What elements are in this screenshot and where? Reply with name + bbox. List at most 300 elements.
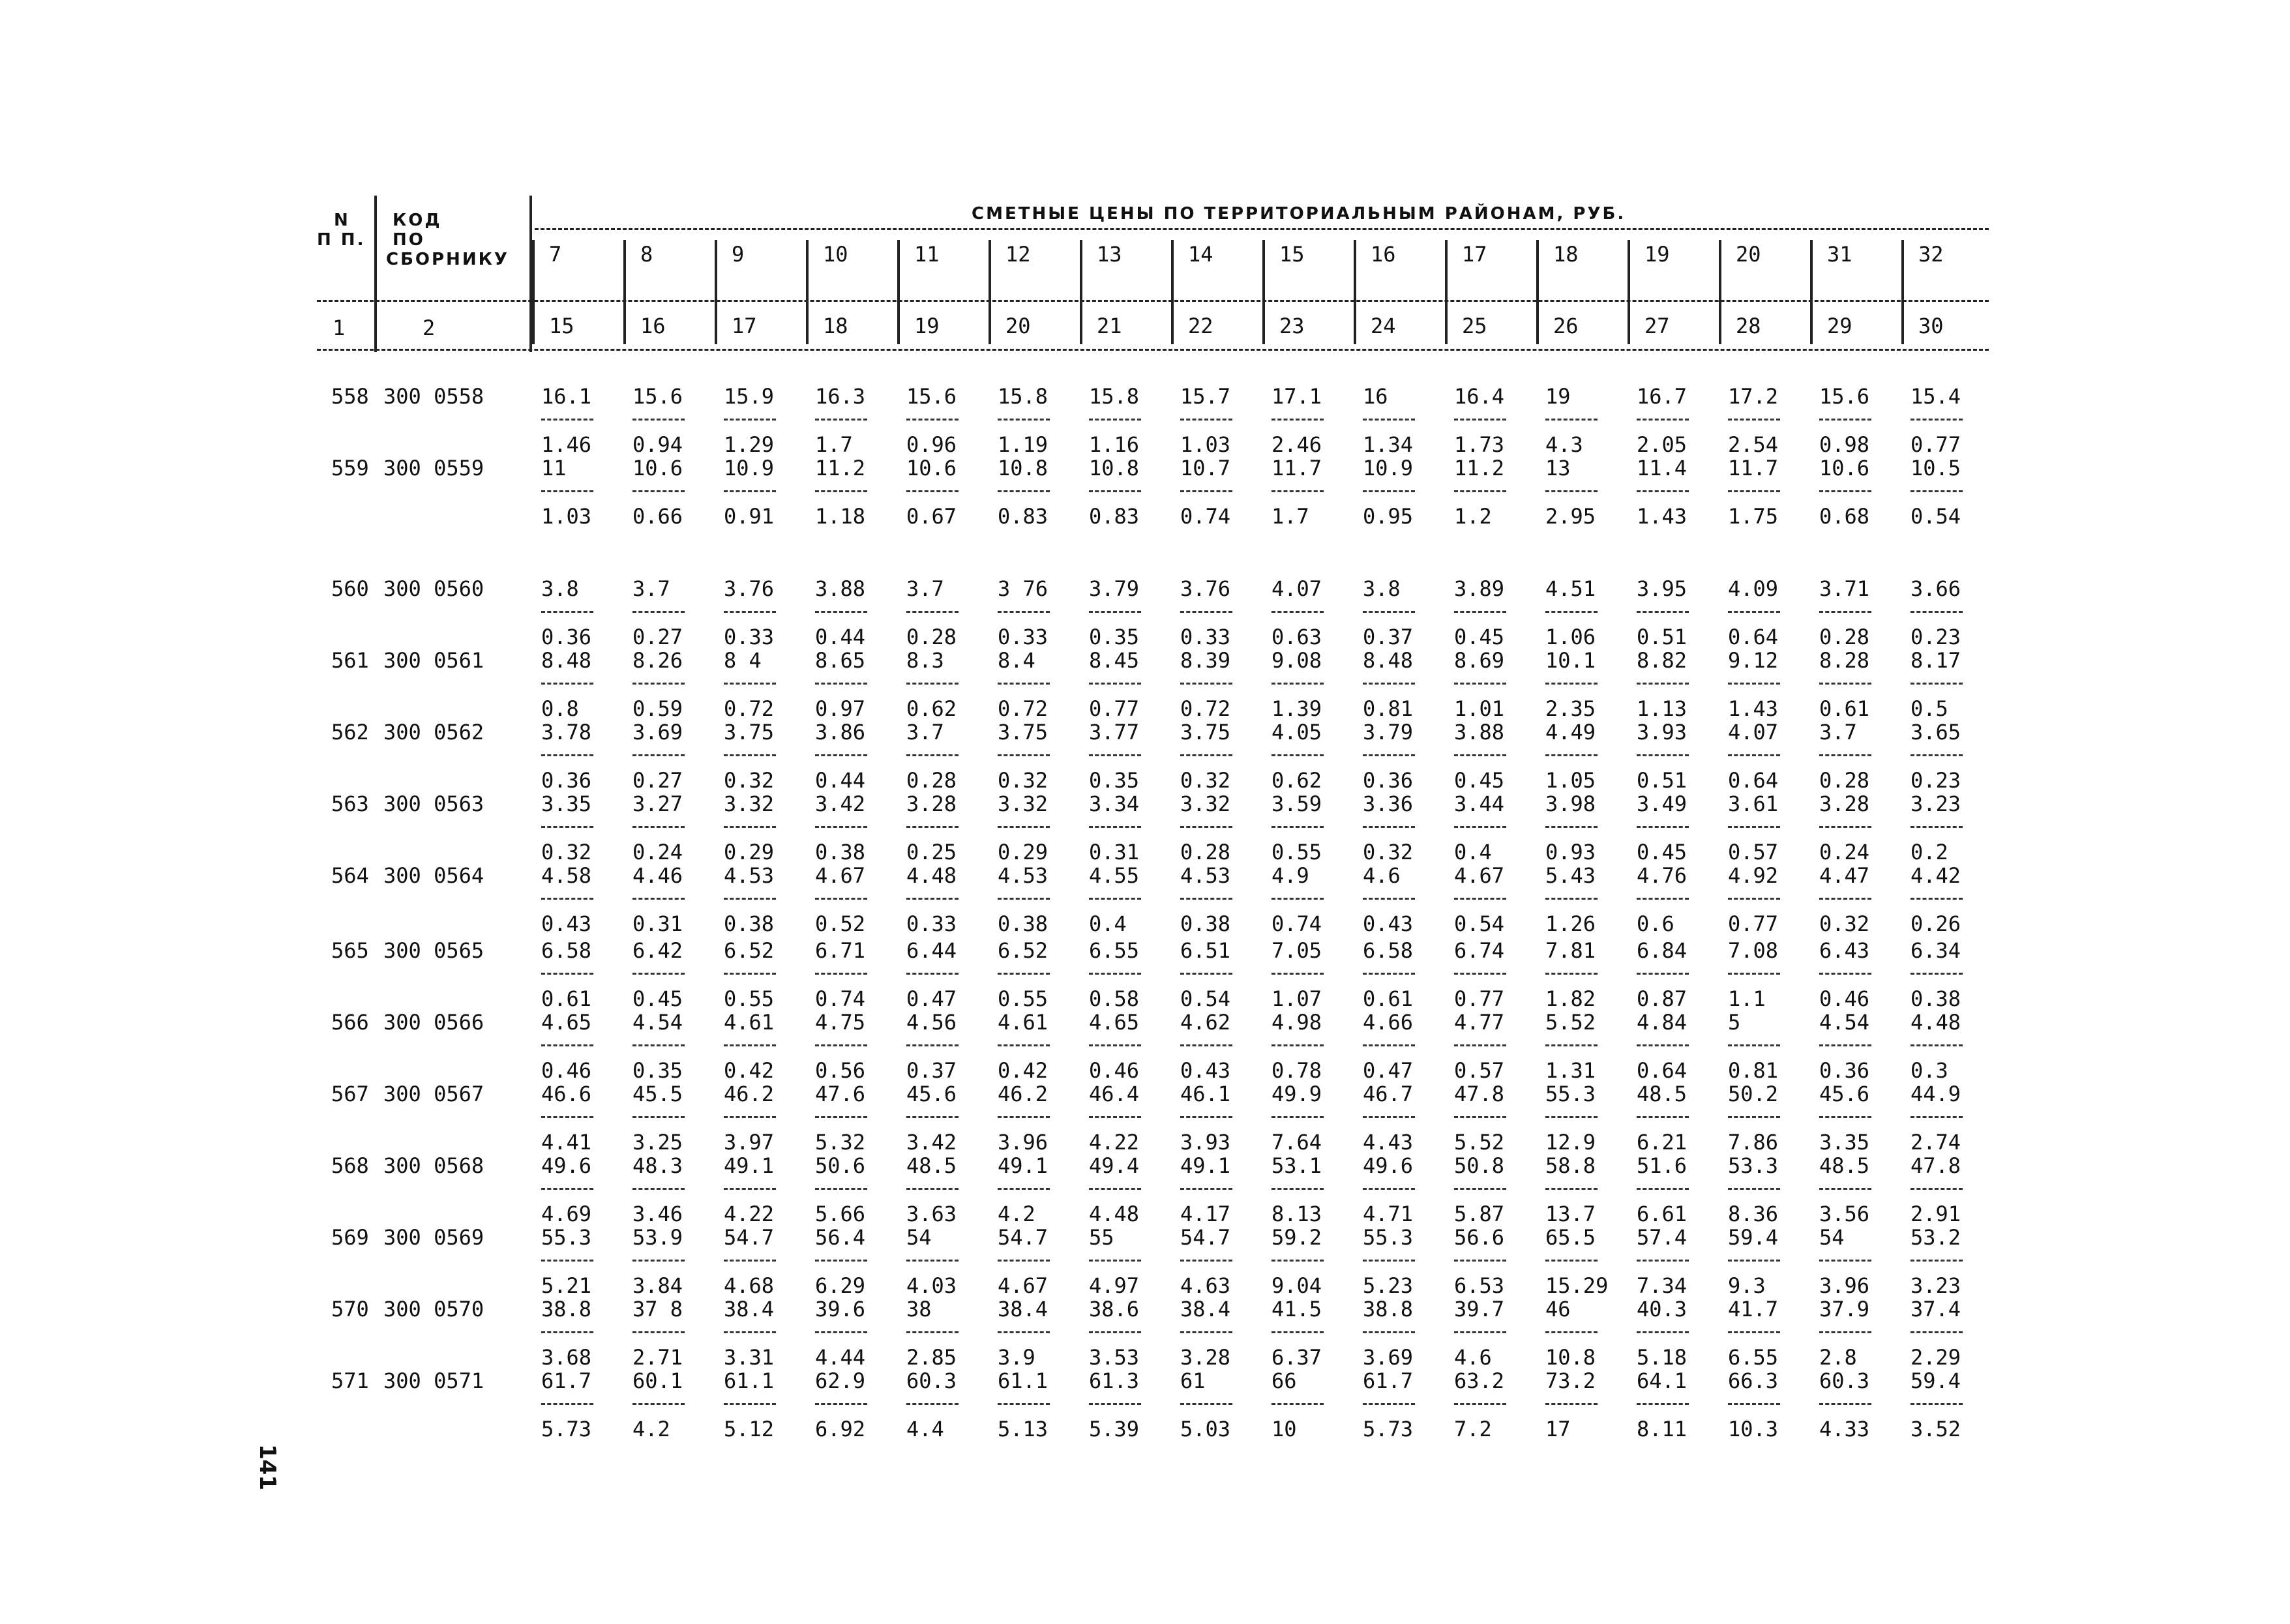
price-top-cell: 40.3 (1637, 1297, 1688, 1321)
price-top-cell: 13 (1545, 456, 1571, 480)
fraction-line (1637, 419, 1689, 421)
price-bottom-cell: 15.29 (1545, 1273, 1609, 1298)
price-bottom-cell: 1.01 (1454, 696, 1505, 721)
fraction-line (1454, 419, 1506, 421)
price-top-cell: 45.5 (632, 1082, 683, 1106)
price-bottom-cell: 0.23 (1911, 625, 1961, 649)
price-bottom-cell: 5.73 (1363, 1417, 1414, 1441)
price-bottom-cell: 5.32 (815, 1130, 866, 1155)
price-top-cell: 6.58 (1363, 938, 1414, 963)
price-top-cell: 4.92 (1728, 863, 1779, 888)
price-top-cell: 50.2 (1728, 1082, 1779, 1106)
fraction-line (1271, 611, 1324, 613)
price-top-cell: 3.59 (1271, 791, 1322, 816)
price-top-cell: 11.7 (1728, 456, 1779, 480)
price-bottom-cell: 3.96 (998, 1130, 1048, 1155)
price-top-cell: 49.6 (541, 1153, 592, 1178)
price-bottom-cell: 5.18 (1637, 1345, 1688, 1370)
row-code: 300 0569 (383, 1225, 484, 1250)
price-top-cell: 3.34 (1089, 791, 1140, 816)
fraction-line (1911, 826, 1963, 828)
header-rule (535, 228, 1989, 230)
fraction-line (1363, 419, 1415, 421)
fraction-line (998, 1116, 1050, 1118)
price-bottom-cell: 0.45 (1637, 840, 1688, 864)
fraction-line (1728, 611, 1780, 613)
price-top-cell: 6.74 (1454, 938, 1505, 963)
fraction-line (1454, 1403, 1506, 1405)
fraction-line (998, 1044, 1050, 1046)
fraction-line (1819, 1260, 1871, 1262)
price-bottom-cell: 0.36 (1819, 1058, 1870, 1083)
price-top-cell: 61.3 (1089, 1368, 1140, 1393)
column-divider (1080, 240, 1082, 344)
price-top-cell: 55.3 (541, 1225, 592, 1250)
price-top-cell: 16.4 (1454, 384, 1505, 409)
price-bottom-cell: 0.2 (1911, 840, 1948, 864)
price-top-cell: 9.08 (1271, 648, 1322, 673)
price-bottom-cell: 0.35 (1089, 625, 1140, 649)
fraction-line (1454, 826, 1506, 828)
price-top-cell: 4.42 (1911, 863, 1961, 888)
fraction-line (815, 1188, 867, 1190)
price-bottom-cell: 0.95 (1363, 504, 1414, 529)
index-header-cell: 18 (823, 314, 848, 338)
price-bottom-cell: 1.03 (1180, 432, 1231, 457)
price-bottom-cell: 0.28 (906, 768, 957, 793)
fraction-line (1271, 1260, 1324, 1262)
price-bottom-cell: 0.25 (906, 840, 957, 864)
fraction-line (1180, 1260, 1232, 1262)
price-top-cell: 3.7 (906, 720, 944, 745)
fraction-line (1637, 826, 1689, 828)
price-bottom-cell: 0.68 (1819, 504, 1870, 529)
row-number: 559 (331, 456, 369, 480)
index-header-cell: 24 (1371, 314, 1396, 338)
fraction-line (724, 1116, 776, 1118)
fraction-line (632, 1116, 685, 1118)
fraction-line (1728, 754, 1780, 756)
price-bottom-cell: 2.91 (1911, 1202, 1961, 1226)
price-top-cell: 4.46 (632, 863, 683, 888)
price-top-cell: 4.48 (1911, 1010, 1961, 1035)
price-bottom-cell: 3.93 (1180, 1130, 1231, 1155)
fraction-line (1363, 1188, 1415, 1190)
fraction-line (1089, 754, 1141, 756)
price-top-cell: 53.1 (1271, 1153, 1322, 1178)
fraction-line (1545, 1260, 1598, 1262)
fraction-line (724, 1403, 776, 1405)
price-bottom-cell: 10.3 (1728, 1417, 1779, 1441)
price-bottom-cell: 1.7 (815, 432, 853, 457)
price-top-cell: 47.6 (815, 1082, 866, 1106)
fraction-line (1637, 490, 1689, 492)
price-top-cell: 4.05 (1271, 720, 1322, 745)
price-bottom-cell: 0.54 (1454, 911, 1505, 936)
price-bottom-cell: 0.44 (815, 625, 866, 649)
price-top-cell: 4.07 (1728, 720, 1779, 745)
price-top-cell: 4.77 (1454, 1010, 1505, 1035)
price-top-cell: 59.4 (1728, 1225, 1779, 1250)
fraction-line (815, 826, 867, 828)
price-bottom-cell: 0.36 (541, 625, 592, 649)
fraction-line (632, 490, 685, 492)
price-top-cell: 3.27 (632, 791, 683, 816)
fraction-line (1363, 490, 1415, 492)
price-bottom-cell: 3.56 (1819, 1202, 1870, 1226)
price-bottom-cell: 0.52 (815, 911, 866, 936)
price-top-cell: 46.7 (1363, 1082, 1414, 1106)
fraction-line (1728, 898, 1780, 900)
price-bottom-cell: 0.58 (1089, 986, 1140, 1011)
index-header-cell: 22 (1188, 314, 1213, 338)
page-number: 141 (254, 1444, 280, 1490)
fraction-line (1089, 683, 1141, 685)
header-code-1: КОД (393, 211, 442, 230)
price-top-cell: 3.7 (632, 576, 670, 601)
price-top-cell: 10.5 (1911, 456, 1961, 480)
price-bottom-cell: 4.2 (632, 1417, 670, 1441)
price-bottom-cell: 7.2 (1454, 1417, 1492, 1441)
price-top-cell: 6.58 (541, 938, 592, 963)
price-top-cell: 3.7 (1819, 720, 1857, 745)
price-top-cell: 4.67 (815, 863, 866, 888)
row-code: 300 0562 (383, 720, 484, 745)
fraction-line (906, 898, 959, 900)
price-top-cell: 49.1 (1180, 1153, 1231, 1178)
fraction-line (724, 611, 776, 613)
price-bottom-cell: 0.42 (724, 1058, 775, 1083)
table-title: СМЕТНЫЕ ЦЕНЫ ПО ТЕРРИТОРИАЛЬНЫМ РАЙОНАМ, РУБ. (972, 204, 1626, 224)
price-bottom-cell: 4.6 (1454, 1345, 1492, 1370)
fraction-line (1819, 1331, 1871, 1333)
price-top-cell: 38.4 (998, 1297, 1048, 1321)
fraction-line (1363, 611, 1415, 613)
price-top-cell: 8.3 (906, 648, 944, 673)
fraction-line (1911, 754, 1963, 756)
index-header-cell: 20 (1005, 314, 1031, 338)
price-top-cell: 16.3 (815, 384, 866, 409)
price-top-cell: 44.9 (1911, 1082, 1961, 1106)
price-bottom-cell: 3.31 (724, 1345, 775, 1370)
price-bottom-cell: 0.42 (998, 1058, 1048, 1083)
fraction-line (1089, 1044, 1141, 1046)
fraction-line (1089, 973, 1141, 975)
price-top-cell: 4.54 (632, 1010, 683, 1035)
price-bottom-cell: 0.55 (998, 986, 1048, 1011)
price-top-cell: 6.55 (1089, 938, 1140, 963)
price-top-cell: 60.3 (1819, 1368, 1870, 1393)
header-divider (374, 196, 377, 352)
fraction-line (815, 973, 867, 975)
price-bottom-cell: 3.52 (1911, 1417, 1961, 1441)
price-top-cell: 3.66 (1911, 576, 1961, 601)
price-bottom-cell: 3.25 (632, 1130, 683, 1155)
fraction-line (724, 1188, 776, 1190)
row-code: 300 0568 (383, 1153, 484, 1178)
price-top-cell: 6.34 (1911, 938, 1961, 963)
fraction-line (632, 1331, 685, 1333)
fraction-line (632, 419, 685, 421)
price-top-cell: 61.1 (724, 1368, 775, 1393)
fraction-line (1728, 1188, 1780, 1190)
fraction-line (1271, 1188, 1324, 1190)
fraction-line (1911, 1188, 1963, 1190)
price-bottom-cell: 3.28 (1180, 1345, 1231, 1370)
fraction-line (632, 683, 685, 685)
fraction-line (998, 611, 1050, 613)
price-bottom-cell: 0.72 (724, 696, 775, 721)
price-bottom-cell: 3.23 (1911, 1273, 1961, 1298)
price-bottom-cell: 0.5 (1911, 696, 1948, 721)
fraction-line (815, 1260, 867, 1262)
price-bottom-cell: 0.62 (1271, 768, 1322, 793)
price-bottom-cell: 0.38 (998, 911, 1048, 936)
price-top-cell: 3.89 (1454, 576, 1505, 601)
price-top-cell: 11.7 (1271, 456, 1322, 480)
price-top-cell: 3.88 (1454, 720, 1505, 745)
price-bottom-cell: 3.84 (632, 1273, 683, 1298)
price-bottom-cell: 0.28 (1180, 840, 1231, 864)
price-top-cell: 59.2 (1271, 1225, 1322, 1250)
price-top-cell: 3.8 (1363, 576, 1401, 601)
price-top-cell: 3.95 (1637, 576, 1688, 601)
price-bottom-cell: 0.38 (815, 840, 866, 864)
price-top-cell: 3.77 (1089, 720, 1140, 745)
price-top-cell: 8.82 (1637, 648, 1688, 673)
fraction-line (1911, 1331, 1963, 1333)
price-top-cell: 4.66 (1363, 1010, 1414, 1035)
price-top-cell: 62.9 (815, 1368, 866, 1393)
price-bottom-cell: 1.46 (541, 432, 592, 457)
fraction-line (815, 1403, 867, 1405)
price-bottom-cell: 0.38 (1911, 986, 1961, 1011)
fraction-line (1911, 1116, 1963, 1118)
price-bottom-cell: 0.33 (1180, 625, 1231, 649)
price-top-cell: 4.67 (1454, 863, 1505, 888)
fraction-line (1545, 611, 1598, 613)
price-bottom-cell: 4.22 (724, 1202, 775, 1226)
fraction-line (1271, 973, 1324, 975)
price-bottom-cell: 1.16 (1089, 432, 1140, 457)
fraction-line (998, 490, 1050, 492)
fraction-line (1454, 973, 1506, 975)
price-bottom-cell: 0.47 (906, 986, 957, 1011)
price-top-cell: 3.75 (998, 720, 1048, 745)
price-bottom-cell: 0.37 (906, 1058, 957, 1083)
fraction-line (1637, 1331, 1689, 1333)
price-top-cell: 41.7 (1728, 1297, 1779, 1321)
price-bottom-cell: 0.46 (1819, 986, 1870, 1011)
price-bottom-cell: 5.66 (815, 1202, 866, 1226)
price-bottom-cell: 13.7 (1545, 1202, 1596, 1226)
fraction-line (1454, 611, 1506, 613)
region-header-cell: 11 (914, 242, 940, 267)
row-number: 560 (331, 576, 369, 601)
fraction-line (1728, 973, 1780, 975)
price-bottom-cell: 2.29 (1911, 1345, 1961, 1370)
fraction-line (998, 1260, 1050, 1262)
fraction-line (1180, 754, 1232, 756)
price-bottom-cell: 0.35 (1089, 768, 1140, 793)
price-bottom-cell: 1.73 (1454, 432, 1505, 457)
price-bottom-cell: 0.83 (1089, 504, 1140, 529)
fraction-line (1637, 1188, 1689, 1190)
region-header-cell: 20 (1736, 242, 1761, 267)
price-bottom-cell: 0.36 (1363, 768, 1414, 793)
price-top-cell: 50.8 (1454, 1153, 1505, 1178)
row-number: 565 (331, 938, 369, 963)
fraction-line (1545, 1403, 1598, 1405)
price-top-cell: 15.4 (1911, 384, 1961, 409)
index-header-cell: 30 (1918, 314, 1944, 338)
region-header-cell: 12 (1005, 242, 1031, 267)
fraction-line (1454, 1044, 1506, 1046)
price-top-cell: 3.8 (541, 576, 579, 601)
price-top-cell: 3.65 (1911, 720, 1961, 745)
price-top-cell: 59.4 (1911, 1368, 1961, 1393)
row-number: 570 (331, 1297, 369, 1321)
price-top-cell: 3 76 (998, 576, 1048, 601)
price-bottom-cell: 5.21 (541, 1273, 592, 1298)
fraction-line (998, 683, 1050, 685)
price-bottom-cell: 0.32 (724, 768, 775, 793)
price-top-cell: 66 (1271, 1368, 1297, 1393)
price-bottom-cell: 4.3 (1545, 432, 1583, 457)
price-top-cell: 4.53 (998, 863, 1048, 888)
price-bottom-cell: 2.74 (1911, 1130, 1961, 1155)
price-bottom-cell: 4.67 (998, 1273, 1048, 1298)
row-number: 566 (331, 1010, 369, 1035)
price-top-cell: 4.53 (1180, 863, 1231, 888)
region-header-cell: 19 (1644, 242, 1670, 267)
region-header-cell: 9 (732, 242, 745, 267)
price-top-cell: 8.39 (1180, 648, 1231, 673)
price-bottom-cell: 1.39 (1271, 696, 1322, 721)
price-top-cell: 16.1 (541, 384, 592, 409)
column-divider (1354, 240, 1356, 344)
fraction-line (815, 754, 867, 756)
price-bottom-cell: 0.66 (632, 504, 683, 529)
fraction-line (815, 1044, 867, 1046)
price-top-cell: 4.51 (1545, 576, 1596, 601)
price-bottom-cell: 0.98 (1819, 432, 1870, 457)
fraction-line (906, 490, 959, 492)
fraction-line (1545, 683, 1598, 685)
fraction-line (1271, 1044, 1324, 1046)
fraction-line (1089, 419, 1141, 421)
price-top-cell: 11 (541, 456, 567, 480)
column-divider (989, 240, 991, 344)
fraction-line (1089, 1116, 1141, 1118)
fraction-line (1089, 1260, 1141, 1262)
price-bottom-cell: 2.71 (632, 1345, 683, 1370)
price-top-cell: 48.5 (1819, 1153, 1870, 1178)
price-bottom-cell: 0.3 (1911, 1058, 1948, 1083)
price-top-cell: 3.98 (1545, 791, 1596, 816)
column-divider (897, 240, 900, 344)
fraction-line (1545, 826, 1598, 828)
price-bottom-cell: 0.33 (724, 625, 775, 649)
price-top-cell: 49.1 (998, 1153, 1048, 1178)
region-header-cell: 13 (1097, 242, 1122, 267)
price-top-cell: 6.52 (998, 938, 1048, 963)
price-bottom-cell: 5.23 (1363, 1273, 1414, 1298)
price-bottom-cell: 3.96 (1819, 1273, 1870, 1298)
price-top-cell: 4.61 (724, 1010, 775, 1035)
fraction-line (632, 611, 685, 613)
price-top-cell: 8.26 (632, 648, 683, 673)
price-top-cell: 3.86 (815, 720, 866, 745)
price-top-cell: 41.5 (1271, 1297, 1322, 1321)
fraction-line (541, 611, 593, 613)
price-bottom-cell: 5.13 (998, 1417, 1048, 1441)
price-top-cell: 3.88 (815, 576, 866, 601)
price-bottom-cell: 0.28 (1819, 768, 1870, 793)
price-bottom-cell: 0.64 (1637, 1058, 1688, 1083)
price-bottom-cell: 1.19 (998, 432, 1048, 457)
fraction-line (1454, 1331, 1506, 1333)
price-top-cell: 4.84 (1637, 1010, 1688, 1035)
price-bottom-cell: 0.38 (1180, 911, 1231, 936)
price-top-cell: 47.8 (1911, 1153, 1961, 1178)
column-divider (623, 240, 626, 344)
price-top-cell: 4.65 (1089, 1010, 1140, 1035)
price-bottom-cell: 0.57 (1728, 840, 1779, 864)
price-bottom-cell: 3.63 (906, 1202, 957, 1226)
price-bottom-cell: 0.31 (1089, 840, 1140, 864)
fraction-line (1271, 1403, 1324, 1405)
price-bottom-cell: 0.59 (632, 696, 683, 721)
fraction-line (1911, 973, 1963, 975)
price-bottom-cell: 12.9 (1545, 1130, 1596, 1155)
price-bottom-cell: 0.74 (815, 986, 866, 1011)
fraction-line (1180, 898, 1232, 900)
price-top-cell: 11.4 (1637, 456, 1688, 480)
fraction-line (541, 1116, 593, 1118)
price-bottom-cell: 9.04 (1271, 1273, 1322, 1298)
price-bottom-cell: 0.55 (724, 986, 775, 1011)
price-bottom-cell: 0.77 (1089, 696, 1140, 721)
price-bottom-cell: 0.67 (906, 504, 957, 529)
fraction-line (541, 1403, 593, 1405)
price-top-cell: 49.4 (1089, 1153, 1140, 1178)
fraction-line (1363, 754, 1415, 756)
fraction-line (1637, 1260, 1689, 1262)
fraction-line (906, 1044, 959, 1046)
row-number: 558 (331, 384, 369, 409)
price-bottom-cell: 4.68 (724, 1273, 775, 1298)
column-divider (532, 240, 535, 344)
price-top-cell: 49.9 (1271, 1082, 1322, 1106)
price-top-cell: 6.44 (906, 938, 957, 963)
price-bottom-cell: 2.95 (1545, 504, 1596, 529)
price-top-cell: 4.47 (1819, 863, 1870, 888)
price-bottom-cell: 1.34 (1363, 432, 1414, 457)
price-bottom-cell: 0.56 (815, 1058, 866, 1083)
price-bottom-cell: 10 (1271, 1417, 1297, 1441)
price-bottom-cell: 0.97 (815, 696, 866, 721)
region-header-cell: 32 (1918, 242, 1944, 267)
price-top-cell: 3.32 (1180, 791, 1231, 816)
region-header-cell: 14 (1188, 242, 1213, 267)
price-top-cell: 8.69 (1454, 648, 1505, 673)
price-top-cell: 15.8 (998, 384, 1048, 409)
price-top-cell: 3.93 (1637, 720, 1688, 745)
fraction-line (1454, 490, 1506, 492)
price-top-cell: 3.49 (1637, 791, 1688, 816)
price-bottom-cell: 8.11 (1637, 1417, 1688, 1441)
